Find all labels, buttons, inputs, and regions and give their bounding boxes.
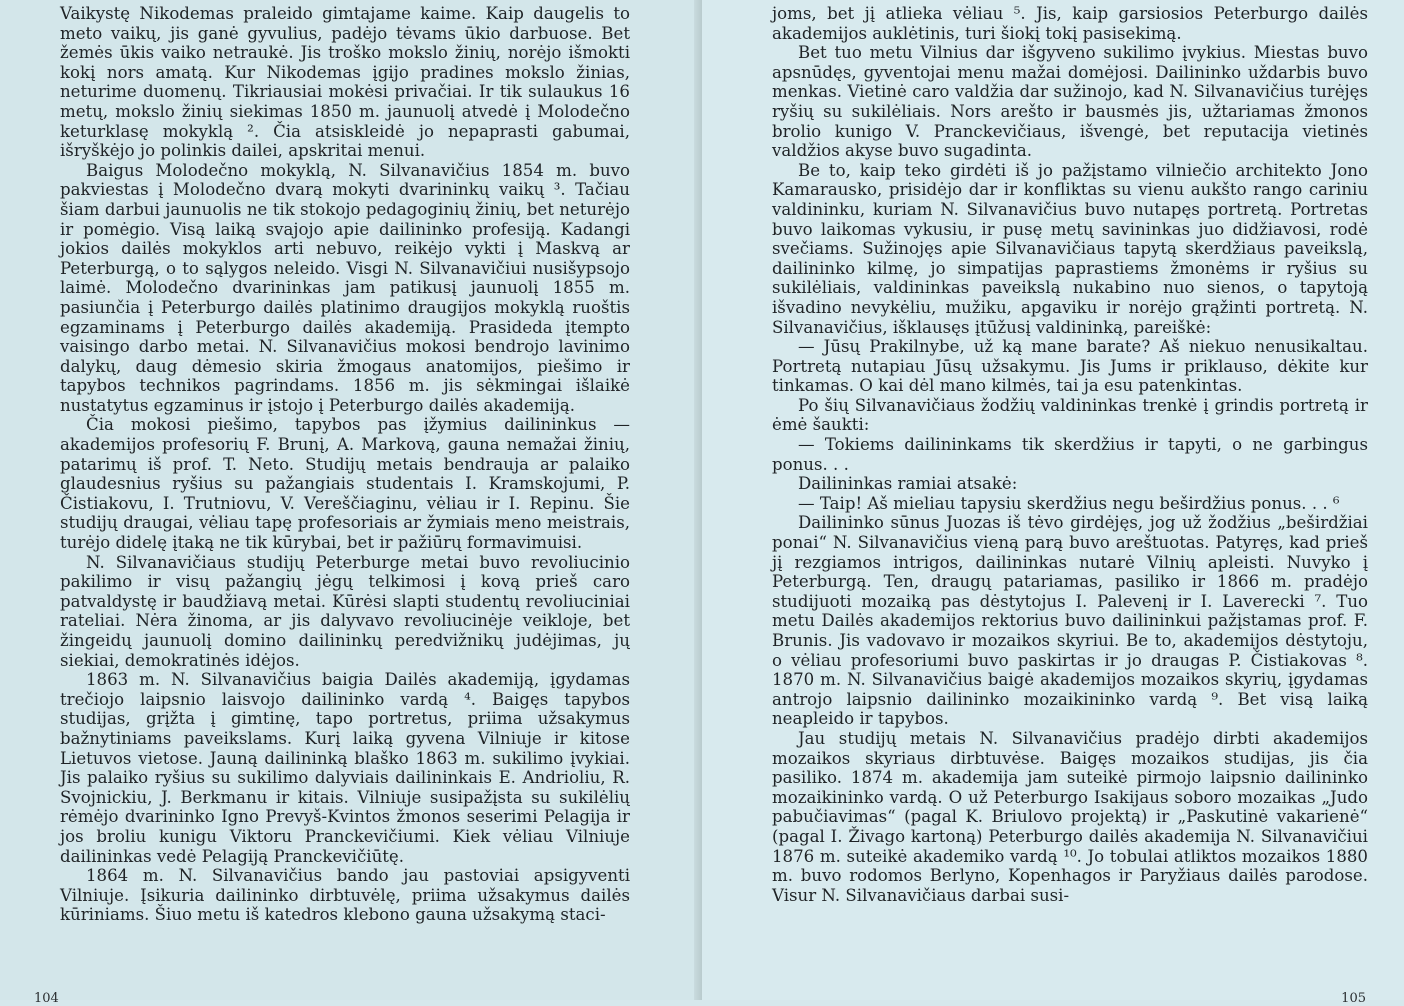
paragraph: Be to, kaip teko girdėti iš jo pažįstamo vilniečio architekto Jono Kamarausko, prisidėjo dar ir konfliktas su vienu aukšto rango cariniu valdininku, kuriam N. Silvanavičius buvo nutapęs portretą. Portretas buvo laikomas vykusiu, ir pusę metų savininkas juo didžiavosi, rodė svečiams. Sužinojęs apie Silvanavičiaus tapytą skerdžiaus paveikslą, dailininko kilmę, jo simpatijas paprastiems žmonėms ir ryšius su sukilėliais, valdininkas paveikslą nukabino nuo sienos, o tapytoją išvadino nevykėliu, mužiku, apgaviku ir norėjo grąžinti portretą. N. Silvanavičius, išklausęs įtūžusį valdininką, pareiškė: [772,160,1368,337]
paragraph: Dailininkas ramiai atsakė: [798,474,1018,494]
paragraph: 1864 m. N. Silvanavičius bando jau pastoviai apsigyventi Vilniuje. Įsikuria dailininko dirbtuvėlę, priima užsakymus dailės kūriniams. Šiuo metu iš katedros klebono gauna užsakymą staci- [60,866,630,925]
right-text-column [772,4,1368,905]
paragraph: Vaikystę Nikodemas praleido gimtajame kaime. Kaip daugelis to meto vaikų, jis ganė gyvulius, padėjo tėvams ūkio darbuose. Bet žemės ūkis vaiko netraukė. Jis troško mokslo žinių, norėjo išmokti kokį nors amatą. Kur Nikodemas įgijo pradines mokslo žinias, neturime duomenų. Tikriausiai mokėsi privačiai. Ir tik sulaukus 16 metų, mokslo žinių siekimas 1850 m. jaunuolį atvedė į Molodečno keturklasę mokyklą ². Čia atsiskleidė jo nepaprasti gabumai, išryškėjo jo polinkis dailei, apskritai menui. [60,4,630,161]
dialogue-line: — Taip! Aš mieliau tapysiu skerdžius negu beširdžius ponus. . . ⁶ [798,493,1340,513]
page-number-right: 105 [1341,991,1366,1006]
paragraph: Bet tuo metu Vilnius dar išgyveno sukilimo įvykius. Miestas buvo apsnūdęs, gyventojai menu mažai domėjosi. Dailininko uždarbis buvo menkas. Vietinė caro valdžia dar sužinojo, kad N. Silvanavičius turėjęs ryšių su sukilėliais. Nors arešto ir bausmės jis, užtariamas žmonos brolio kunigo V. Pranckevičiaus, išvengė, bet reputacija vietinės valdžios akyse buvo sugadinta. [772,43,1368,161]
right-page [702,0,1404,1006]
dialogue-line: — Jūsų Prakilnybe, už ką mane barate? Aš niekuo nenusikaltau. Portretą nutapiau Jūsų užsakymu. Jis Jums ir priklauso, dėkite kur tinkamas. O kai dėl mano kilmės, tai ja esu patenkintas. [772,337,1368,396]
paragraph: 1863 m. N. Silvanavičius baigia Dailės akademiją, įgydamas trečiojo laipsnio laisvojo dailininko vardą ⁴. Baigęs tapybos studijas, grįžta į gimtinę, tapo portretus, priima užsakymus bažnytiniams paveikslams. Kurį laiką gyvena Vilniuje ir kitose Lietuvos vietose. Jauną dailininką blaško 1863 m. sukilimo įvykiai. Jis palaiko ryšius su sukilimo dalyviais dailininkais E. Andrioliu, R. Svojnickiu, J. Berkmanu ir kitais. Vilniuje susipažįsta su sukilėlių rėmėjo dvarininko Igno Prevyš-Kvintos žmonos seserimi Pelagija ir jos broliu kunigu Viktoru Pranckevičiumi. Kiek vėliau Vilniuje dailininkas vedė Pelagiją Pranckevičiūtę. [60,670,630,866]
left-text-column [60,4,630,925]
paragraph: Dailininko sūnus Juozas iš tėvo girdėjęs, jog už žodžius „beširdžiai ponai“ N. Silvanavičius vieną parą buvo areštuotas. Patyręs, kad prieš jį rezgiamos intrigos, dailininkas nutarė Vilnių apleisti. Nuvyko į Peterburgą. Ten, draugų patariamas, pasiliko ir 1866 m. pradėjo studijuoti mozaiką pas dėstytojus I. Palevenį ir I. Laverecki ⁷. Tuo metu Dailės akademijos rektorius buvo dailininkui pažįstamas prof. F. Brunis. Jis vadovavo ir mozaikos skyriui. Be to, akademijos dėstytoju, o vėliau profesoriumi buvo paskirtas ir jo draugas P. Čistiakovas ⁸. 1870 m. N. Silvanavičius baigė akademijos mozaikos skyrių, įgydamas antrojo laipsnio dailininko mozaikininko vardą ⁹. Bet visą laiką neapleido ir tapybos. [772,513,1368,729]
page-number-left: 104 [34,991,59,1006]
paragraph: Baigus Molodečno mokyklą, N. Silvanavičius 1854 m. buvo pakviestas į Molodečno dvarą mokyti dvarininkų vaikų ³. Tačiau šiam darbui jaunuolis ne tik stokojo pedagoginių žinių, bet neturėjo ir pomėgio. Visą laiką svajojo apie dailininko profesiją. Kadangi jokios dailės mokyklos arti nebuvo, reikėjo vykti į Maskvą ar Peterburgą, o to sąlygos neleido. Visgi N. Silvanavičiui nusišypsojo laimė. Molodečno dvarininkas jam patikusį jaunuolį 1855 m. pasiunčia į Peterburgo dailės platinimo draugijos mokyklą ruoštis egzaminams į Peterburgo dailės akademiją. Prasideda įtempto vaisingo darbo metai. N. Silvanavičius mokosi bendrojo lavinimo dalykų, daug dėmesio skiria žmogaus anatomijos, piešimo ir tapybos technikos pagrindams. 1856 m. jis sėkmingai išlaikė nustatytus egzaminus ir įstojo į Peterburgo dailės akademiją. [60,160,630,415]
paragraph: Jau studijų metais N. Silvanavičius pradėjo dirbti akademijos mozaikos skyriaus dirbtuvėse. Baigęs mozaikos studijas, jis čia pasiliko. 1874 m. akademija jam suteikė pirmojo laipsnio dailininko mozaikininko vardą. O už Peterburgo Isakijaus soboro mozaikas „Judo pabučiavimas“ (pagal K. Briulovo projektą) ir „Paskutinė vakarienė“ (pagal I. Živago kartoną) Peterburgo dailės akademija N. Silvanavičiui 1876 m. suteikė akademiko vardą ¹⁰. Jo tobulai atliktos mozaikos 1880 m. buvo rodomos Berlyno, Kopenhagos ir Paryžiaus dailės parodose. Visur N. Silvanavičiaus darbai susi- [772,728,1368,905]
paragraph: N. Silvanavičiaus studijų Peterburge metai buvo revoliucinio pakilimo ir visų pažangių jėgų telkimosi į kovą prieš caro patvaldystę ir baudžiavą metai. Kūrėsi slapti studentų revoliuciniai rateliai. Nėra žinoma, ar jis dalyvavo revoliucinėje veikloje, bet žingeidų jaunuolį domino dailininkų peredvižnikų judėjimas, jų siekiai, demokratinės idėjos. [60,552,630,670]
paragraph: Čia mokosi piešimo, tapybos pas įžymius dailininkus — akademijos profesorių F. Brunį, A. Markovą, gauna nemažai žinių, patarimų iš prof. T. Neto. Studijų metais bendrauja ar palaiko glaudesnius ryšius su pažangiais studentais I. Kramskojumi, P. Čistiakovu, I. Trutniovu, V. Vereščiaginu, vėliau ir I. Repinu. Šie studijų draugai, vėliau tapę profesoriais ar žymiais meno meistrais, turėjo didelę įtaką ne tik kūrybai, bet ir pažiūrų formavimuisi. [60,415,630,553]
paragraph: joms, bet jį atlieka vėliau ⁵. Jis, kaip garsiosios Peterburgo dailės akademijos auklėtinis, turi šiokį tokį pasisekimą. [772,4,1368,43]
paragraph: Po šių Silvanavičiaus žodžių valdininkas trenkė į grindis portretą ir ėmė šaukti: [772,395,1368,435]
dialogue-line: — Tokiems dailininkams tik skerdžius ir tapyti, o ne garbingus ponus. . . [772,435,1368,474]
